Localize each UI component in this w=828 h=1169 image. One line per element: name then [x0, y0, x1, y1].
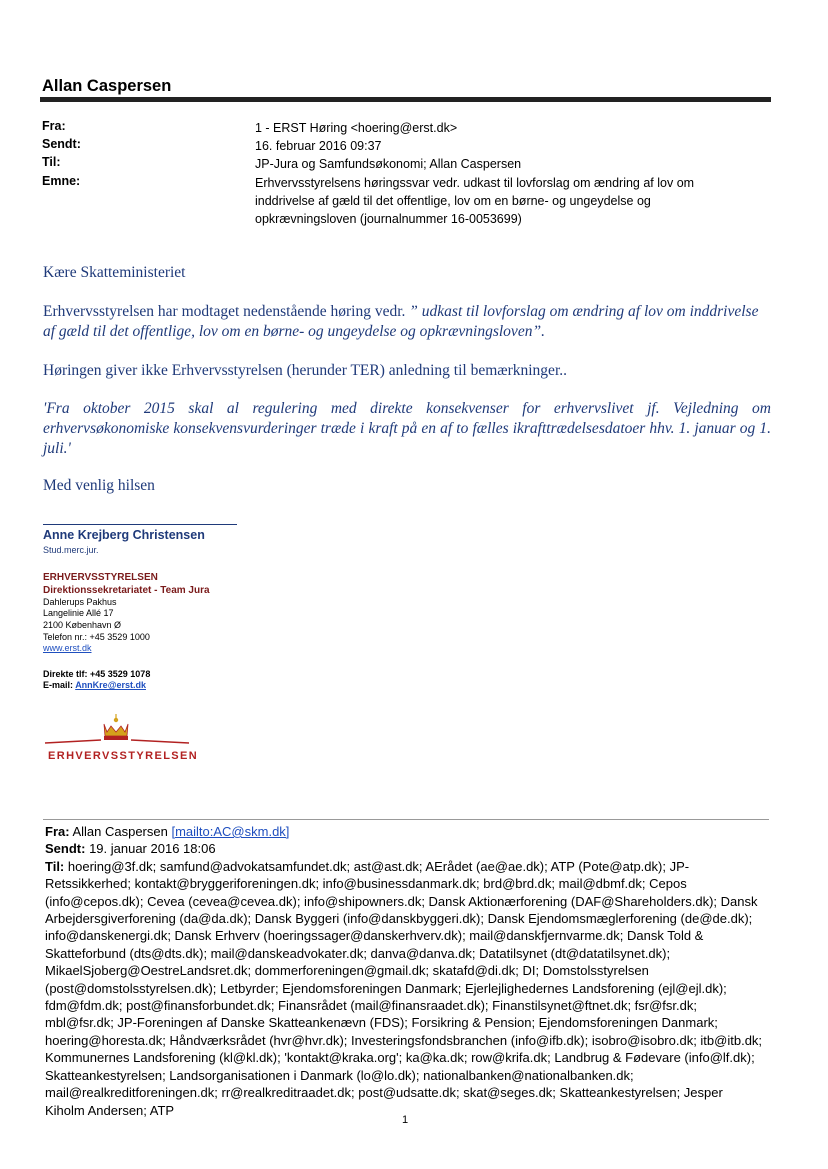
- paragraph-1: [43, 302, 771, 342]
- forwarded-to-label: Til:: [45, 858, 65, 874]
- forwarded-recipients: hoering@3f.dk; samfund@advokatsamfundet.dk; ast@ast.dk; AErådet (ae@ae.dk); ATP (Pote@atp.dk); JP-Retssikkerhed; kontakt@bryggeriforeningen.dk; info@businessdanmark.dk; brd@brd.dk; mail@dbmf.dk; Cepos (info@cepos.dk); Cevea (cevea@cevea.dk); info@shipowners.dk; Dansk Aktionærforening (DAF@Shareholders.dk); Dansk Arbejdersgiverforening (da@da.dk); Dansk Byggeri (info@danskbyggeri.dk); Dansk Ejendomsmæglerforening (de@de.dk); info@danskenergi.dk; Dansk Erhverv (hoeringssager@danskerhverv.dk); mail@danskfjernvarme.dk; Dansk Told & Skatteforbund (dts@dts.dk); mail@danskeadvokater.dk; danva@danva.dk; Datatilsynet (dt@datatilsynet.dk); MikaelSjoberg@OestreLandsret.dk; dommerforeningen@gmail.dk; skatafd@di.dk; DI; Domstolsstyrelsen (post@domstolsstyrelsen.dk); Letbyrder; Ejendomsforeningen Danmark; Ejerlejlighedernes Landsforening (ejl@ejl.dk); fdm@fdm.dk; post@finansforbundet.dk; Finansrådet (mail@finansraadet.dk); Finanstilsynet@ftnet.dk; fsr@fsr.dk; mbl@fsr.dk; JP-Foreningen af Danske Skatteankenævn (FDS); Forsikring & Pension; Ejendomsforeningen Danmark; hoering@horesta.dk; Håndværksrådet (hvr@hvr.dk); Investeringsfondsbranchen (info@ifb.dk); isobro@isobro.dk; itb@itb.dk; Kommunernes Landsforening (kl@kl.dk); 'kontakt@kraka.org'; ka@ka.dk; row@krifa.dk; Landbrug & Fødevare (info@lf.dk); Skatteankestyrelsen; Landsorganisationen i Danmark (lo@lo.dk); nationalbanken@nationalbanken.dk; mail@realkreditforeningen.dk; rr@realkreditraadet.dk; post@udsatte.dk; skat@seges.dk; Skatteankestyrelsen; Jesper Kiholm Andersen; ATP: [45, 858, 763, 1118]
- paragraph-3: [43, 399, 771, 459]
- forwarded-from-link[interactable]: [mailto:AC@skm.dk]: [171, 824, 290, 839]
- direct-phone: Direkte tlf: +45 3529 1078: [43, 669, 151, 679]
- forwarded-header: [45, 823, 763, 1119]
- forwarded-from-label: Fra:: [45, 824, 70, 839]
- logo-text: ERHVERVSSTYRELSEN: [48, 750, 199, 762]
- sent-label: Sendt:: [42, 137, 81, 151]
- address-line-3: 2100 København Ø: [43, 620, 122, 630]
- website-link[interactable]: www.erst.dk: [43, 643, 92, 653]
- signature-org: ERHVERVSSTYRELSEN: [43, 572, 158, 583]
- forward-divider: [43, 819, 769, 820]
- signature-name: Anne Krejberg Christensen: [43, 528, 205, 542]
- subject-value: Erhvervsstyrelsens høringssvar vedr. udkast til lovforslag om ændring af lov om inddrivelse af gæld til det offentlige, lov om en børne- og ungeydelse og opkrævningsloven (journalnummer 16-0053699): [255, 176, 695, 226]
- forwarded-sent-row: [45, 840, 763, 857]
- forwarded-sent-label: Sendt:: [45, 841, 86, 857]
- sent-value: 16. februar 2016 09:37: [255, 139, 382, 153]
- address-line-2: Langelinie Allé 17: [43, 608, 114, 618]
- page-number: 1: [402, 1114, 409, 1126]
- forwarded-from-name: Allan Caspersen: [69, 824, 172, 839]
- signature-dept: Direktionssekretariatet - Team Jura: [43, 585, 210, 596]
- paragraph-1-quote: ” udkast til lovforslag om ændring af lov om inddrivelse af gæld til det offentlige, lov om en børne- og ungeydelse og opkrævningsloven”.: [43, 303, 759, 340]
- title-rule: [40, 97, 771, 102]
- from-label: Fra:: [42, 119, 66, 133]
- forwarded-to-row: [45, 858, 763, 1119]
- signature-rule: [43, 524, 237, 525]
- email-title: Allan Caspersen: [42, 77, 172, 95]
- to-value: JP-Jura og Samfundsøkonomi; Allan Caspersen: [255, 157, 522, 171]
- signature-title: Stud.merc.jur.: [43, 545, 99, 555]
- email-row: [43, 680, 146, 690]
- paragraph-1-prefix: Erhvervsstyrelsen har modtaget nedenstående høring vedr.: [43, 303, 410, 320]
- phone: Telefon nr.: +45 3529 1000: [43, 632, 150, 642]
- email-link[interactable]: AnnKre@erst.dk: [75, 680, 146, 690]
- address-line-1: Dahlerups Pakhus: [43, 597, 117, 607]
- forwarded-from-row: [45, 823, 763, 840]
- forwarded-sent-value: 19. januar 2016 18:06: [85, 841, 216, 857]
- from-value: 1 - ERST Høring <hoering@erst.dk>: [255, 121, 458, 135]
- to-label: Til:: [42, 155, 61, 169]
- paragraph-3-text: 'Fra oktober 2015 skal al regulering med direkte konsekvenser for erhvervslivet jf. Vejledning om erhvervsøkonomiske konsekvensvurderinger træde i kraft på en af to fælles ikrafttrædelsesdatoer hhv. 1. januar og 1. juli.': [43, 400, 771, 457]
- paragraph-2: Høringen giver ikke Erhvervsstyrelsen (herunder TER) anledning til bemærkninger..: [43, 362, 567, 379]
- email-label: E-mail:: [43, 680, 76, 690]
- greeting: Kære Skatteministeriet: [43, 264, 186, 281]
- subject-label: Emne:: [42, 174, 81, 188]
- closing: Med venlig hilsen: [43, 477, 155, 494]
